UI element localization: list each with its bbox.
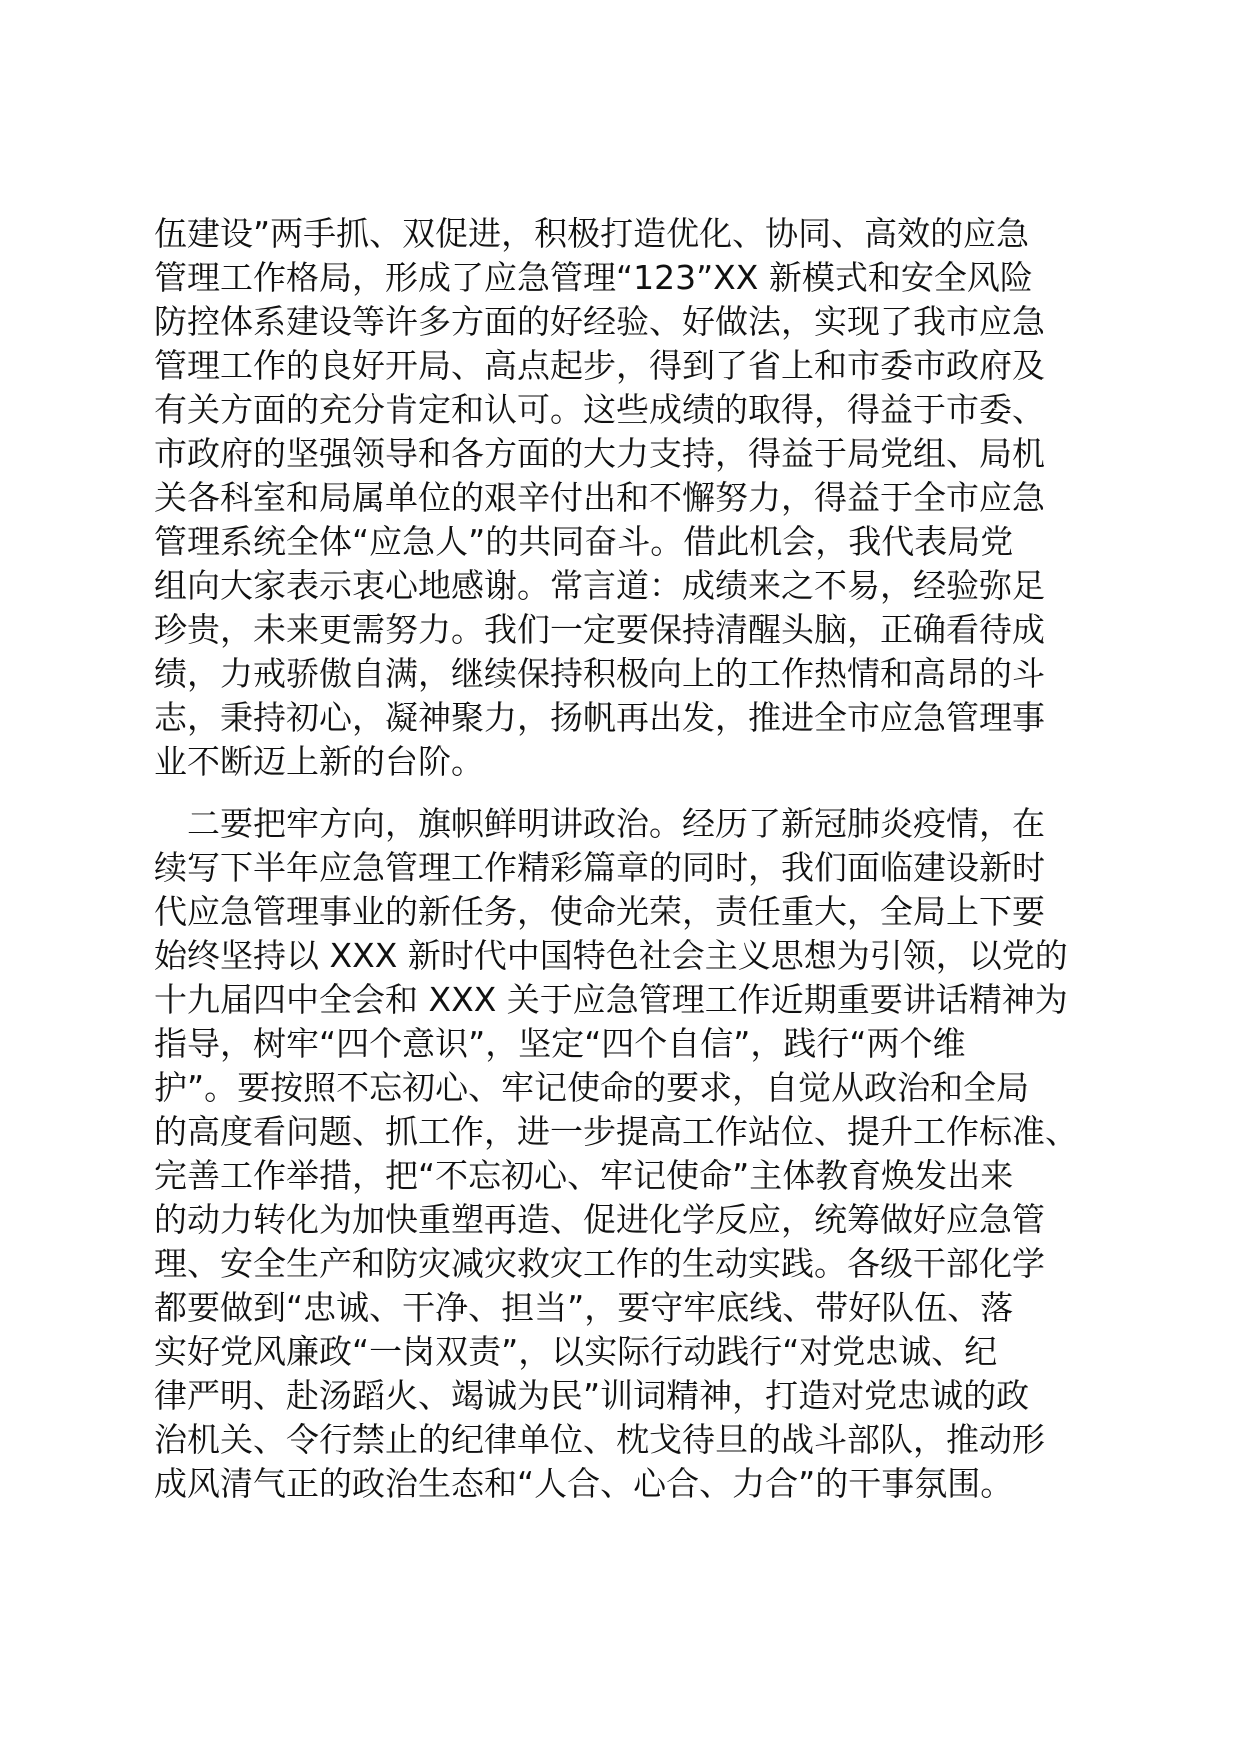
- paragraph-line: 始终坚持以 XXX 新时代中国特色社会主义思想为引领，以党的: [154, 936, 1068, 975]
- paragraph-line: 管理工作格局，形成了应急管理“123”XX 新模式和安全风险: [154, 258, 1033, 297]
- paragraph-line: 有关方面的充分肯定和认可。这些成绩的取得，得益于市委、: [154, 390, 1045, 429]
- paragraph-line: 律严明、赴汤蹈火、竭诚为民”训词精神，打造对党忠诚的政: [154, 1376, 1030, 1415]
- paragraph-line: 十九届四中全会和 XXX 关于应急管理工作近期重要讲话精神为: [154, 980, 1068, 1019]
- paragraph-line: 管理工作的良好开局、高点起步，得到了省上和市委市政府及: [154, 346, 1045, 385]
- paragraph-line: 珍贵，未来更需努力。我们一定要保持清醒头脑，正确看待成: [154, 610, 1045, 649]
- paragraph-line: 业不断迈上新的台阶。: [154, 742, 484, 781]
- paragraph-line: 二要把牢方向，旗帜鲜明讲政治。经历了新冠肺炎疫情，在: [154, 804, 1045, 843]
- paragraph-line: 成风清气正的政治生态和“人合、心合、力合”的干事氛围。: [154, 1464, 1014, 1503]
- paragraph-line: 实好党风廉政“一岗双责”，以实际行动践行“对党忠诚、纪: [154, 1332, 998, 1371]
- paragraph-line: 的动力转化为加快重塑再造、促进化学反应，统筹做好应急管: [154, 1200, 1045, 1239]
- paragraph-line: 防控体系建设等许多方面的好经验、好做法，实现了我市应急: [154, 302, 1045, 341]
- paragraph-line: 组向大家表示衷心地感谢。常言道：成绩来之不易，经验弥足: [154, 566, 1045, 605]
- paragraph-line: 都要做到“忠诚、干净、担当”，要守牢底线、带好队伍、落: [154, 1288, 1014, 1327]
- paragraph-line: 的高度看问题、抓工作，进一步提高工作站位、提升工作标准、: [154, 1112, 1078, 1151]
- paragraph-line: 市政府的坚强领导和各方面的大力支持，得益于局党组、局机: [154, 434, 1045, 473]
- paragraph-line: 治机关、令行禁止的纪律单位、枕戈待旦的战斗部队，推动形: [154, 1420, 1045, 1459]
- document-body: [154, 212, 1094, 1506]
- paragraph-line: 理、安全生产和防灾减灾救灾工作的生动实践。各级干部化学: [154, 1244, 1045, 1283]
- paragraph-line: 伍建设”两手抓、双促进，积极打造优化、协同、高效的应急: [154, 214, 1030, 253]
- paragraph-line: 管理系统全体“应急人”的共同奋斗。借此机会，我代表局党: [154, 522, 1014, 561]
- paragraph-line: 代应急管理事业的新任务，使命光荣，责任重大，全局上下要: [154, 892, 1045, 931]
- paragraph-1: [154, 212, 1094, 784]
- paragraph-line: 续写下半年应急管理工作精彩篇章的同时，我们面临建设新时: [154, 848, 1045, 887]
- paragraph-line: 绩，力戒骄傲自满，继续保持积极向上的工作热情和高昂的斗: [154, 654, 1045, 693]
- paragraph-line: 护”。要按照不忘初心、牢记使命的要求，自觉从政治和全局: [154, 1068, 1030, 1107]
- paragraph-2: [154, 802, 1094, 1506]
- paragraph-line: 志，秉持初心，凝神聚力，扬帆再出发，推进全市应急管理事: [154, 698, 1045, 737]
- paragraph-spacer: [154, 784, 1094, 802]
- paragraph-line: 关各科室和局属单位的艰辛付出和不懈努力，得益于全市应急: [154, 478, 1045, 517]
- paragraph-line: 指导，树牢“四个意识”，坚定“四个自信”，践行“两个维: [154, 1024, 966, 1063]
- paragraph-line: 完善工作举措，把“不忘初心、牢记使命”主体教育焕发出来: [154, 1156, 1014, 1195]
